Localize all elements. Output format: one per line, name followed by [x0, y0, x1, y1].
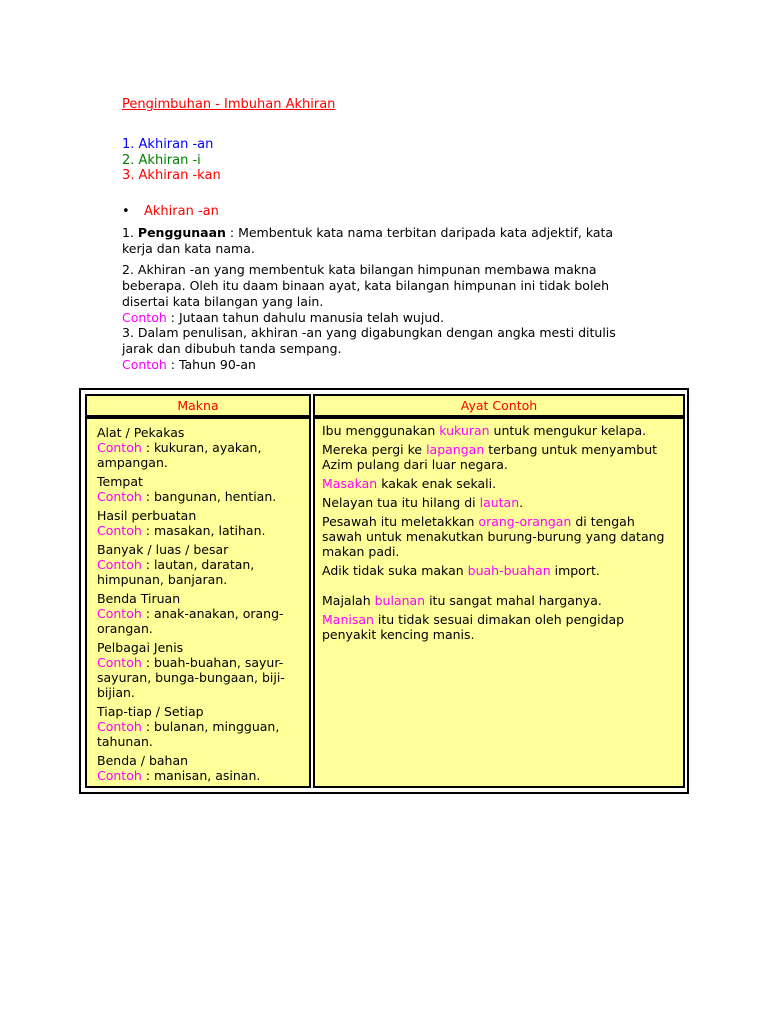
makna-label: Banyak / luas / besar: [97, 542, 229, 557]
contoh-text: : lautan, daratan, himpunan, banjaran.: [97, 557, 255, 587]
para1-bold: Penggunaan: [137, 225, 226, 240]
makna-item: [97, 591, 303, 636]
makna-item: [97, 425, 303, 470]
makna-item: [97, 640, 303, 700]
makna-item: [97, 508, 303, 538]
toc-item-3: 3. Akhiran -kan: [122, 168, 221, 183]
para3-contoh-text: : Tahun 90-an: [166, 357, 256, 372]
contoh-label: Contoh: [97, 606, 142, 621]
para2-text: 2. Akhiran -an yang membentuk kata bilangan himpunan membawa makna beberapa. Oleh itu daam binaan ayat, kata bilangan himpunan ini tidak boleh disertai kata bilangan yang lain.: [122, 262, 610, 309]
contoh-label: Contoh: [97, 523, 142, 538]
makna-label: Alat / Pekakas: [97, 425, 185, 440]
contoh-text: : masakan, latihan.: [141, 523, 266, 538]
sentence-post: itu tidak sesuai dimakan oleh pengidap penyakit kencing manis.: [322, 612, 625, 642]
ayat-sentence: [322, 423, 677, 438]
paragraph-3: [122, 325, 622, 373]
para1-rest: : Membentuk kata nama terbitan daripada kata adjektif, kata kerja dan kata nama.: [122, 225, 614, 256]
ayat-sentence: [322, 563, 677, 578]
makna-label: Tiap-tiap / Setiap: [97, 704, 204, 719]
contoh-text: : bulanan, mingguan, tahunan.: [97, 719, 280, 749]
para3-contoh-label: Contoh: [122, 357, 167, 372]
section-heading: [122, 204, 219, 219]
imbuhan-table: [79, 388, 689, 794]
makna-label: Hasil perbuatan: [97, 508, 197, 523]
sentence-pre: Mereka pergi ke: [322, 442, 427, 457]
paragraph-1: [122, 225, 622, 257]
makna-item: [97, 704, 303, 749]
header-makna: Makna: [85, 394, 311, 417]
contoh-label: Contoh: [97, 655, 142, 670]
ayat-sentence: [322, 495, 677, 510]
sentence-pre: Adik tidak suka makan: [322, 563, 468, 578]
contoh-text: : manisan, asinan.: [141, 768, 261, 783]
ayat-sentence: [322, 612, 677, 642]
sentence-highlight: kukuran: [439, 423, 490, 438]
para2-contoh-text: : Jutaan tahun dahulu manusia telah wujud.: [166, 310, 445, 325]
contoh-text: : kukuran, ayakan, ampangan.: [97, 440, 262, 470]
sentence-highlight: lapangan: [426, 442, 485, 457]
ayat-contoh-cell: [313, 417, 685, 788]
page-title: Pengimbuhan - Imbuhan Akhiran: [122, 97, 336, 112]
toc-item-2: 2. Akhiran -i: [122, 152, 201, 168]
sentence-pre: Ibu menggunakan: [322, 423, 440, 438]
contoh-text: : anak-anakan, orang-orangan.: [97, 606, 284, 636]
makna-label: Pelbagai Jenis: [97, 640, 184, 655]
makna-label: Benda Tiruan: [97, 591, 181, 606]
header-ayat-contoh: Ayat Contoh: [313, 394, 685, 417]
sentence-highlight: orang-orangan: [478, 514, 572, 529]
sentence-highlight: lautan: [479, 495, 520, 510]
ayat-sentence: [322, 442, 677, 472]
contoh-label: Contoh: [97, 768, 142, 783]
contoh-text: : buah-buahan, sayur-sayuran, bunga-bungaan, biji-bijian.: [97, 655, 285, 700]
para1-num: 1.: [122, 225, 138, 240]
sentence-post: .: [519, 495, 524, 510]
sentence-post: import.: [550, 563, 600, 578]
section-heading-text: Akhiran -an: [144, 204, 219, 219]
ayat-sentence: [322, 514, 677, 559]
contoh-label: Contoh: [97, 719, 142, 734]
sentence-highlight: bulanan: [374, 593, 426, 608]
contoh-label: Contoh: [97, 489, 142, 504]
para3-text: 3. Dalam penulisan, akhiran -an yang digabungkan dengan angka mesti ditulis jarak dan dibubuh tanda sempang.: [122, 325, 616, 356]
sentence-highlight: Manisan: [322, 612, 374, 627]
contoh-label: Contoh: [97, 557, 142, 572]
makna-item: [97, 542, 303, 587]
ayat-sentence: [322, 593, 677, 608]
sentence-post: kakak enak sekali.: [377, 476, 497, 491]
sentence-highlight: buah-buahan: [467, 563, 551, 578]
para2-contoh-label: Contoh: [122, 310, 167, 325]
sentence-post: itu sangat mahal harganya.: [425, 593, 602, 608]
sentence-pre: Pesawah itu meletakkan: [322, 514, 479, 529]
sentence-post: untuk mengukur kelapa.: [489, 423, 647, 438]
paragraph-2: [122, 262, 622, 326]
makna-label: Benda / bahan: [97, 753, 189, 768]
toc-list: [122, 137, 221, 184]
sentence-post: di tengah sawah untuk menakutkan burung-burung yang datang makan padi.: [322, 514, 665, 559]
sentence-post: terbang untuk menyambut Azim pulang dari luar negara.: [322, 442, 658, 472]
contoh-label: Contoh: [97, 440, 142, 455]
makna-item: [97, 474, 303, 504]
ayat-sentence: [322, 476, 677, 491]
toc-item-1: 1. Akhiran -an: [122, 137, 214, 152]
sentence-pre: Nelayan tua itu hilang di: [322, 495, 480, 510]
makna-cell: [85, 417, 311, 788]
sentence-highlight: Masakan: [322, 476, 378, 491]
makna-item: [97, 753, 303, 783]
bullet-icon: •: [122, 204, 130, 219]
contoh-text: : bangunan, hentian.: [141, 489, 277, 504]
makna-label: Tempat: [97, 474, 143, 489]
sentence-pre: Majalah: [322, 593, 375, 608]
